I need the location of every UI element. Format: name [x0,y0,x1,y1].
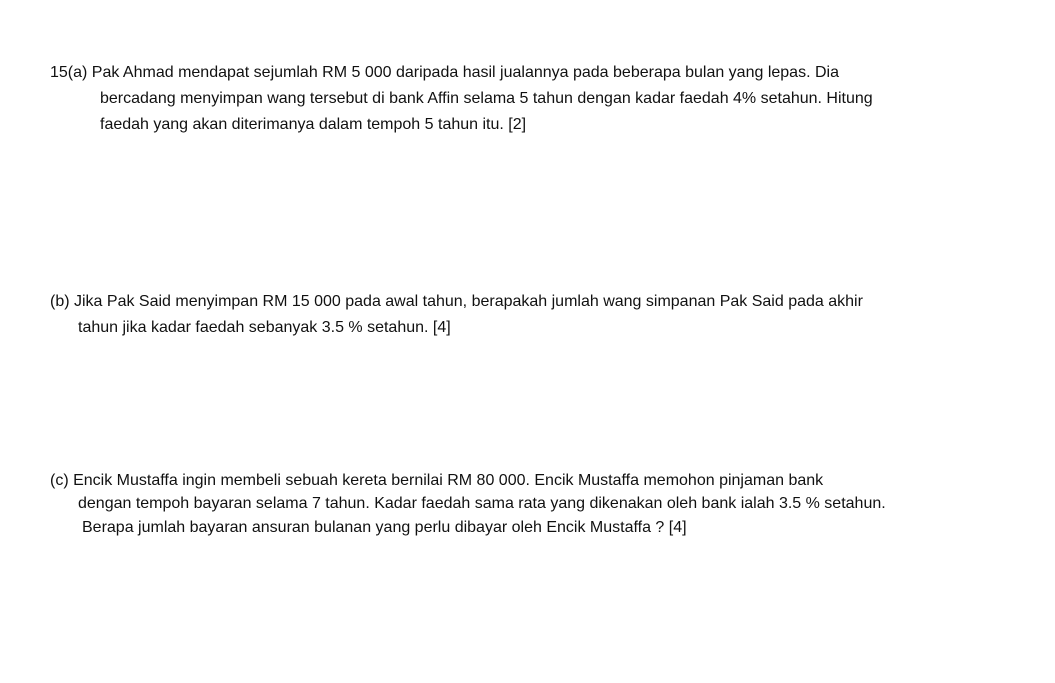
part-b-line-2: tahun jika kadar faedah sebanyak 3.5 % setahun. [4] [78,319,451,336]
part-a-line-1: 15(a) Pak Ahmad mendapat sejumlah RM 5 000 daripada hasil jualannya pada beberapa bulan yang lepas. Dia [50,64,839,81]
part-b-line-1: (b) Jika Pak Said menyimpan RM 15 000 pada awal tahun, berapakah jumlah wang simpanan Pak Said pada akhir [50,293,863,310]
part-c-line-1: (c) Encik Mustaffa ingin membeli sebuah kereta bernilai RM 80 000. Encik Mustaffa memohon pinjaman bank [50,472,824,489]
part-c-line-3: Berapa jumlah bayaran ansuran bulanan yang perlu dibayar oleh Encik Mustaffa ? [4] [82,519,687,536]
part-a-line-3: faedah yang akan diterimanya dalam tempoh 5 tahun itu. [2] [100,116,527,133]
part-c-line-2: dengan tempoh bayaran selama 7 tahun. Kadar faedah sama rata yang dikenakan oleh bank ialah 3.5 % setahun. [78,495,886,512]
part-a-line-2: bercadang menyimpan wang tersebut di bank Affin selama 5 tahun dengan kadar faedah 4% setahun. Hitung [100,90,873,107]
